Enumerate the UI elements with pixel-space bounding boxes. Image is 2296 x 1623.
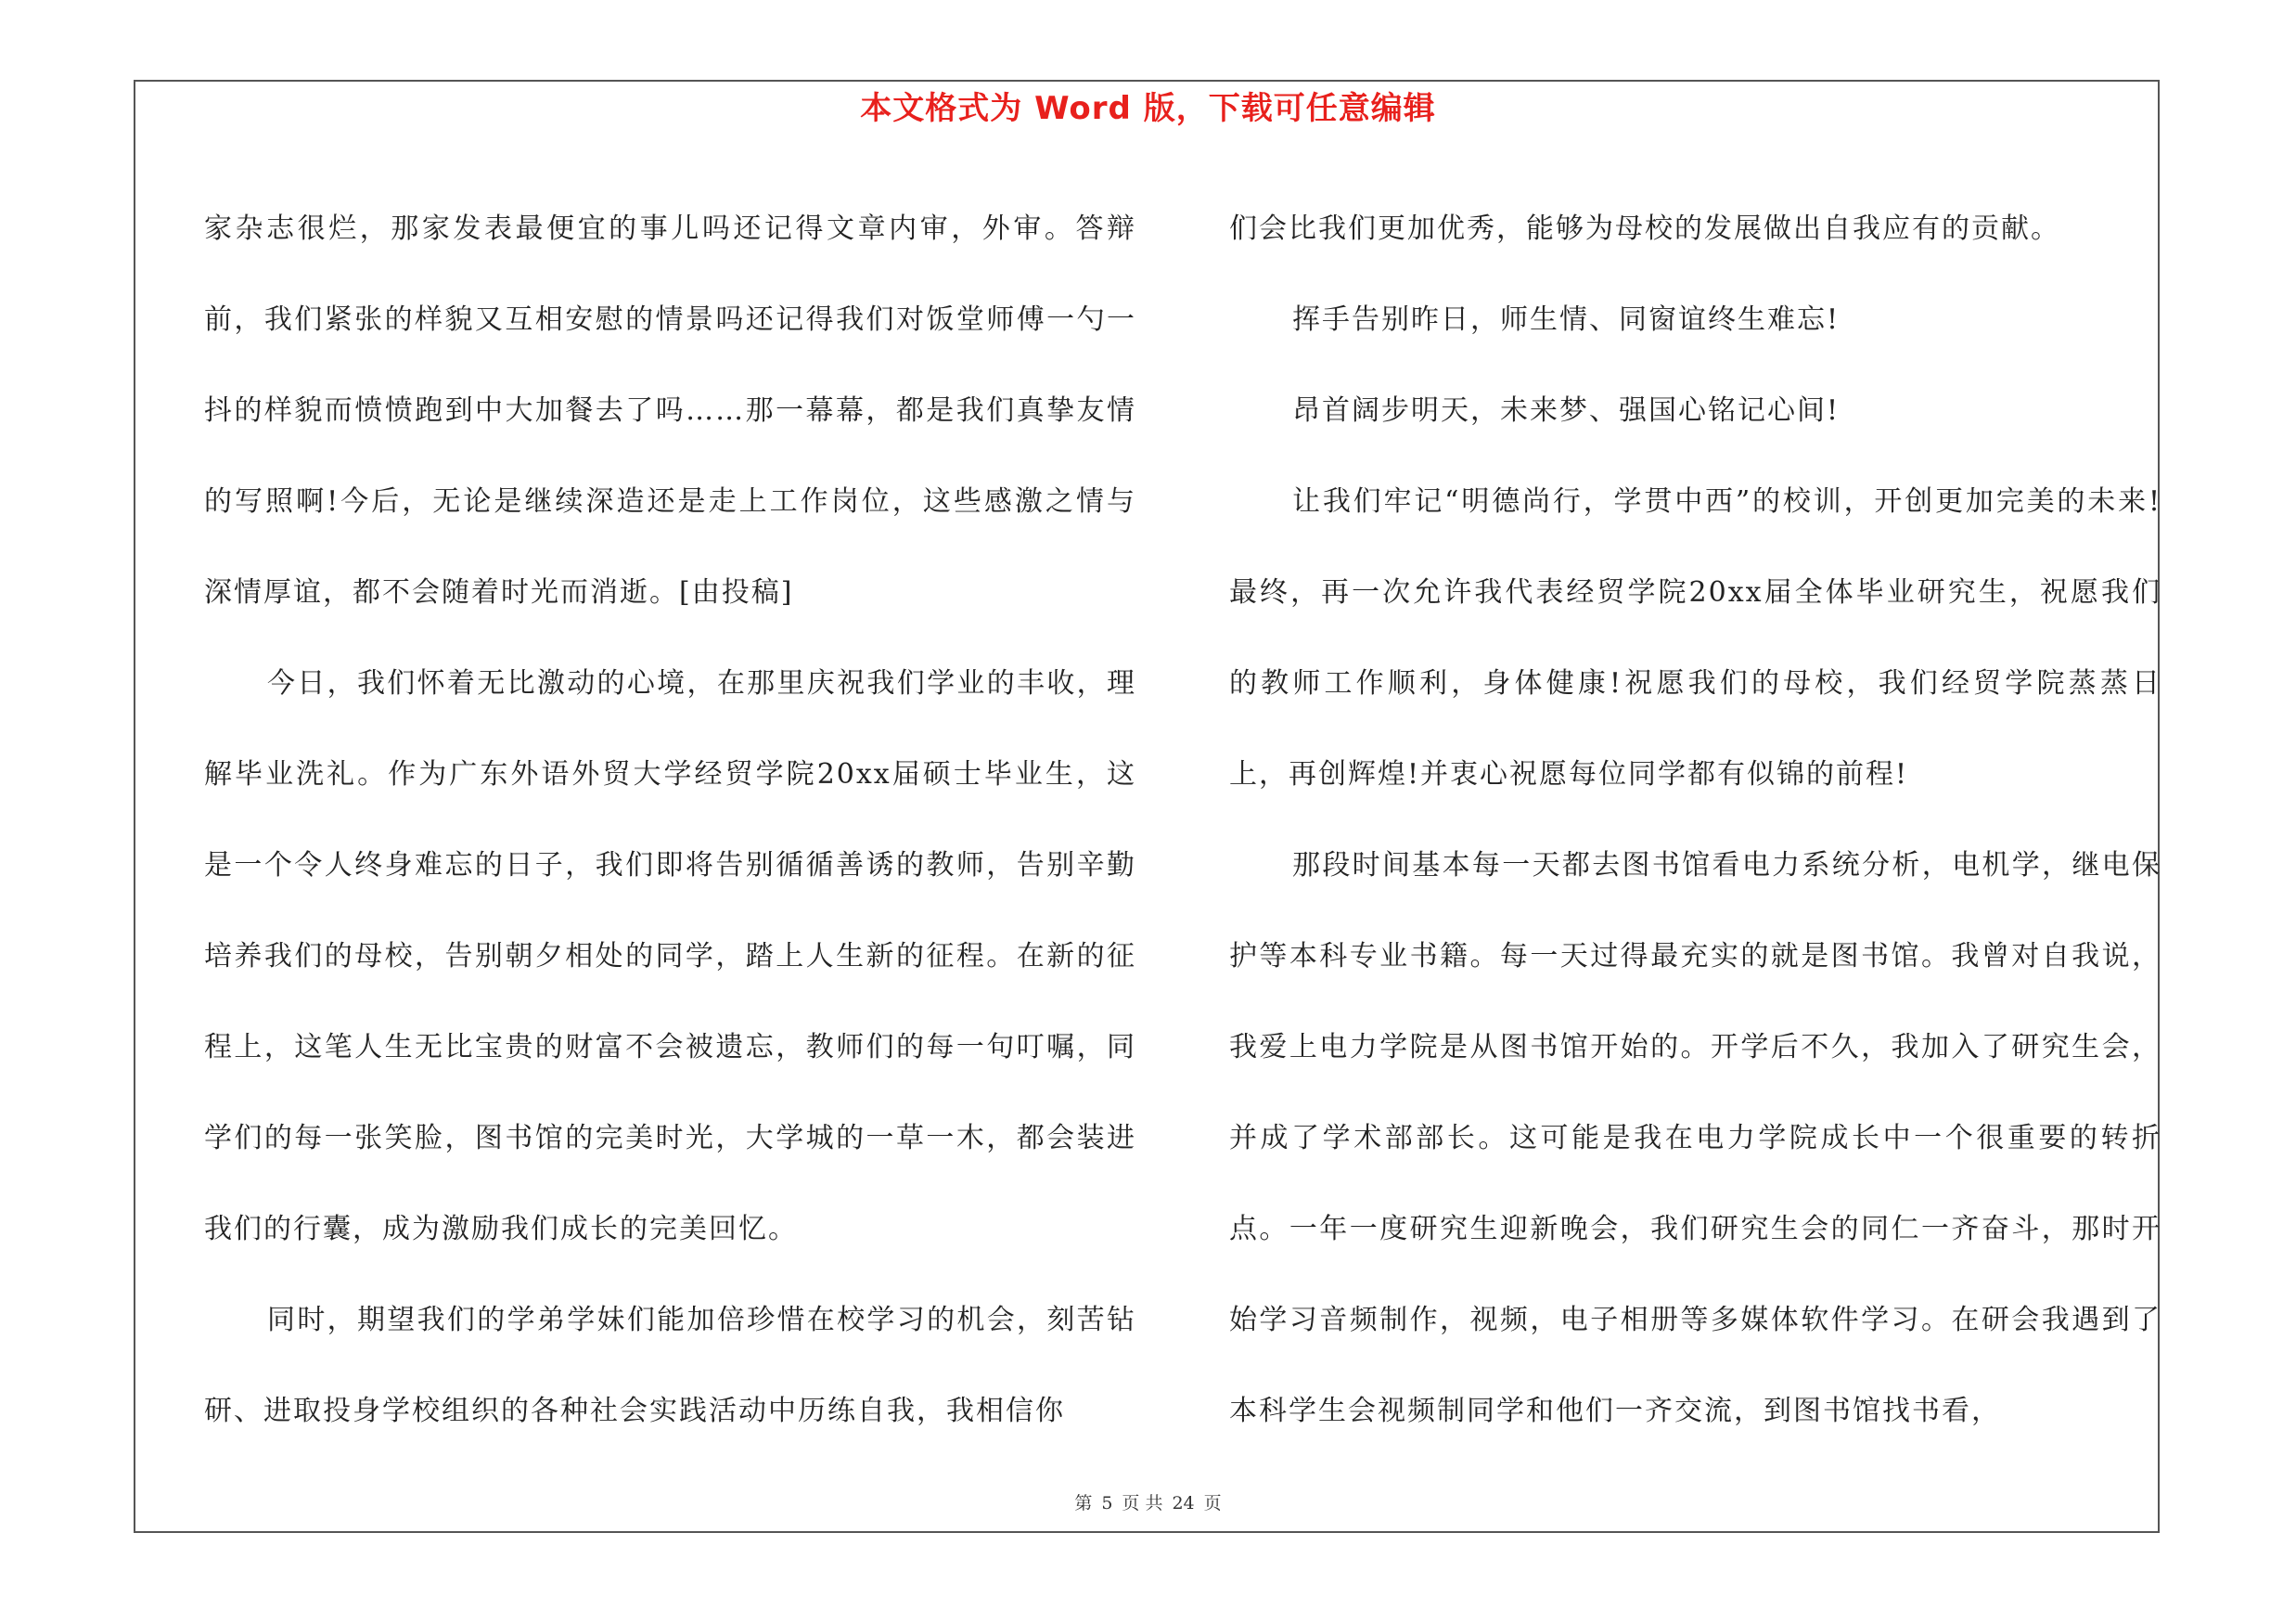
left-text-column [204, 184, 1136, 1457]
page-number-footer [0, 1492, 2296, 1514]
paragraph: 今日，我们怀着无比激动的心境，在那里庆祝我们学业的丰收，理解毕业洗礼。作为广东外语外贸大学经贸学院20xx届硕士毕业生，这是一个令人终身难忘的日子，我们即将告别循循善诱的教师，告别辛勤培养我们的母校，告别朝夕相处的同学，踏上人生新的征程。在新的征程上，这笔人生无比宝贵的财富不会被遗忘，教师们的每一句叮嘱，同学们的每一张笑脸，图书馆的完美时光，大学城的一草一木，都会装进我们的行囊，成为激励我们成长的完美回忆。 [204, 667, 1136, 1245]
paragraph: 们会比我们更加优秀，能够为母校的发展做出自我应有的贡献。 [1229, 213, 2060, 245]
total-page-count: 24 [1172, 1493, 1195, 1514]
footer-prefix: 第 [1074, 1493, 1093, 1514]
paragraph: 让我们牢记“明德尚行，学贯中西”的校训，开创更加完美的未来!最终，再一次允许我代表经贸学院20xx届全体毕业研究生，祝愿我们的教师工作顺利，身体健康!祝愿我们的母校，我们经贸学院蒸蒸日上，再创辉煌!并衷心祝愿每位同学都有似锦的前程! [1229, 485, 2161, 791]
right-text-column [1229, 184, 2161, 1457]
format-notice-banner: 本文格式为 Word 版，下载可任意编辑 [860, 90, 1436, 127]
paragraph: 那段时间基本每一天都去图书馆看电力系统分析，电机学，继电保护等本科专业书籍。每一天过得最充实的就是图书馆。我曾对自我说，我爱上电力学院是从图书馆开始的。开学后不久，我加入了研究生会，并成了学术部部长。这可能是我在电力学院成长中一个很重要的转折点。一年一度研究生迎新晚会，我们研究生会的同仁一齐奋斗，那时开始学习音频制作，视频，电子相册等多媒体软件学习。在研会我遇到了本科学生会视频制同学和他们一齐交流，到图书馆找书看， [1229, 849, 2161, 1427]
footer-middle: 页 共 [1122, 1493, 1163, 1514]
current-page-number: 5 [1101, 1493, 1113, 1514]
paragraph: 挥手告别昨日，师生情、同窗谊终生难忘! [1292, 303, 1841, 336]
paragraph: 同时，期望我们的学弟学妹们能加倍珍惜在校学习的机会，刻苦钻研、进取投身学校组织的各种社会实践活动中历练自我，我相信你 [204, 1304, 1136, 1427]
footer-suffix: 页 [1203, 1493, 1222, 1514]
paragraph: 昂首阔步明天，未来梦、强国心铭记心间! [1292, 394, 1841, 427]
paragraph: 家杂志很烂，那家发表最便宜的事儿吗还记得文章内审，外审。答辩前，我们紧张的样貌又互相安慰的情景吗还记得我们对饭堂师傅一勺一抖的样貌而愤愤跑到中大加餐去了吗……那一幕幕，都是我们真挚友情的写照啊!今后，无论是继续深造还是走上工作岗位，这些感激之情与深情厚谊，都不会随着时光而消逝。[由投稿] [204, 213, 1136, 609]
